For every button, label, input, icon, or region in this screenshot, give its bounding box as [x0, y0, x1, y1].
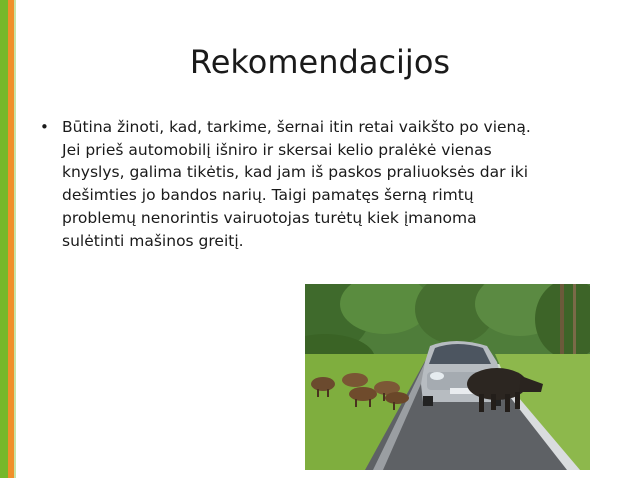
left-light-stripe: [14, 0, 16, 478]
bullet-line: dešimties jo bandos narių. Taigi pamatęs šerną rimtų: [62, 186, 474, 205]
bullet-line: sulėtinti mašinos greitį.: [62, 231, 244, 250]
slide-title: Rekomendacijos: [189, 43, 451, 81]
wild-boar-road-photo: [305, 284, 590, 470]
bullet-item: [40, 116, 600, 252]
left-green-stripe: [0, 0, 8, 478]
bullet-line: knyslys, galima tikėtis, kad jam iš paskos praliuoksės dar iki: [62, 163, 529, 182]
bullet-line: Jei prieš automobilį išniro ir skersai kelio pralėkė vienas: [62, 140, 492, 159]
bullet-list: [40, 116, 600, 252]
bullet-line: Būtina žinoti, kad, tarkime, šernai itin retai vaikšto po vieną.: [62, 118, 531, 136]
bullet-line: problemų nenorintis vairuotojas turėtų kiek įmanoma: [62, 208, 477, 227]
bullet-text: [62, 116, 600, 252]
bullet-icon: •: [40, 118, 49, 136]
